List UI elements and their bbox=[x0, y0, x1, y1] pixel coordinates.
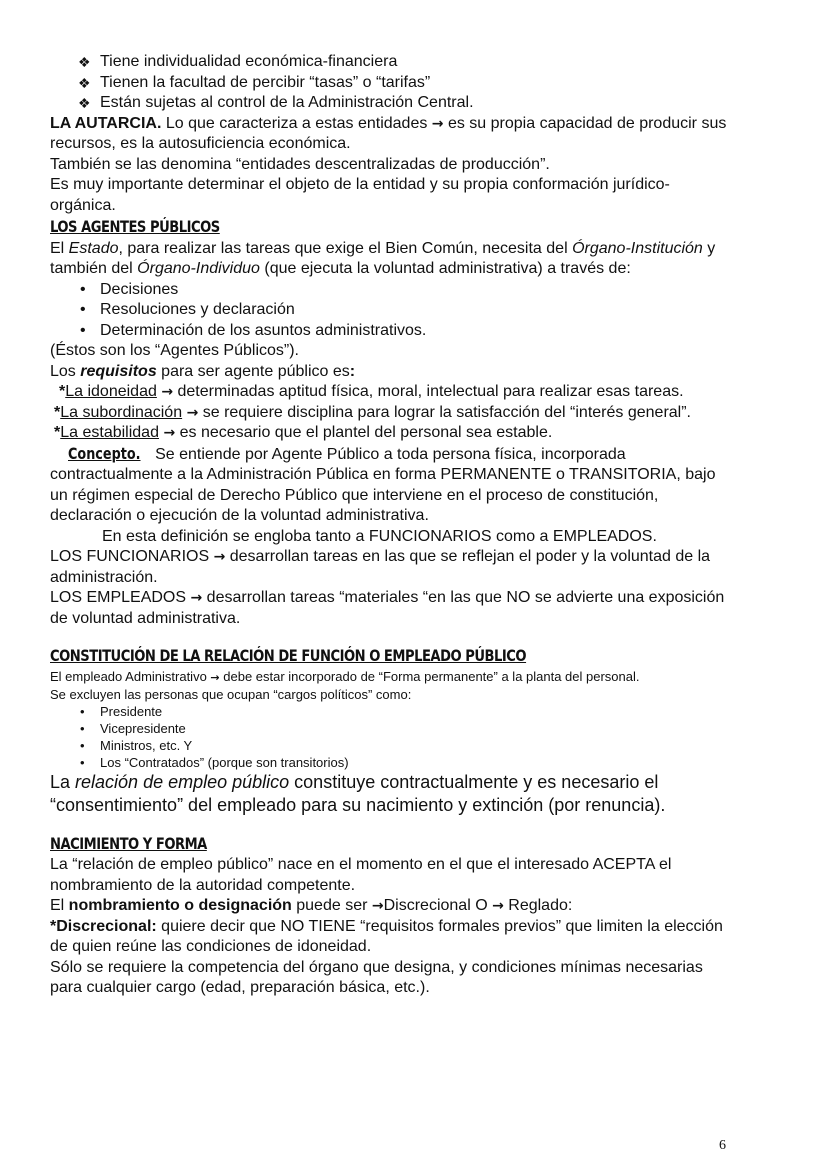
requirement-item bbox=[50, 403, 730, 424]
text: El empleado Administrativo bbox=[50, 668, 211, 684]
text: Los bbox=[50, 362, 81, 380]
paragraph: También se las denomina “entidades descentralizadas de producción”. bbox=[50, 155, 550, 173]
paragraph: En esta definición se engloba tanto a FUNCIONARIOS como a EMPLEADOS. bbox=[102, 527, 657, 545]
bullet-list bbox=[50, 703, 730, 771]
paragraph: Se excluyen las personas que ocupan “cargos políticos” como: bbox=[50, 686, 412, 702]
text: La estabilidad bbox=[60, 424, 159, 441]
text: La bbox=[50, 771, 76, 792]
text: y también del bbox=[50, 239, 716, 277]
heading-text: NACIMIENTO Y FORMA bbox=[50, 833, 207, 853]
text: LOS FUNCIONARIOS bbox=[50, 548, 214, 565]
section-heading-agentes bbox=[50, 216, 730, 239]
intro-bullet-list bbox=[50, 52, 730, 114]
paragraph bbox=[50, 917, 730, 958]
list-item: • Decisiones bbox=[78, 280, 730, 301]
text: *Discrecional: bbox=[50, 917, 157, 935]
concept-paragraph bbox=[50, 444, 730, 527]
paragraph bbox=[50, 547, 730, 588]
paragraph: (Éstos son los “Agentes Públicos”). bbox=[50, 342, 299, 359]
text: Órgano-Institución bbox=[572, 239, 703, 257]
text: Se entiende por Agente Público a toda persona física, incorporada contractualmente a la Administración Pública en forma PERMANENTE o TRANSITORIA, bajo un régimen especial de Derecho Público que interviene en el proceso de constitución, declaración o ejecución de la voluntad administrativa. bbox=[50, 445, 716, 524]
document-page bbox=[50, 52, 730, 999]
text: relación de empleo público bbox=[75, 771, 290, 792]
page-number: 6 bbox=[719, 1138, 726, 1153]
text: desarrollan tareas “materiales “en las que NO se advierte una exposición de voluntad administrativa. bbox=[50, 589, 725, 627]
arrow-icon: → bbox=[213, 549, 226, 565]
text: Reglado: bbox=[503, 897, 573, 914]
text: (que ejecuta la voluntad administrativa) a través de: bbox=[259, 260, 631, 277]
list-item: ❖ Tiene individualidad económica-financiera bbox=[78, 52, 730, 73]
text: Discrecional O bbox=[383, 897, 493, 914]
text: LOS EMPLEADOS bbox=[50, 589, 191, 606]
arrow-icon: → bbox=[210, 670, 220, 684]
paragraph bbox=[50, 668, 730, 686]
text: debe estar incorporado de “Forma permanente” a la planta del personal. bbox=[219, 668, 640, 684]
text: Estado bbox=[68, 239, 119, 257]
paragraph bbox=[50, 896, 730, 917]
requirement-item bbox=[50, 382, 730, 403]
paragraph: Es muy importante determinar el objeto de la entidad y su propia conformación jurídico-orgánica. bbox=[50, 176, 670, 214]
requirement-item bbox=[50, 423, 730, 444]
heading-text: CONSTITUCIÓN DE LA RELACIÓN DE FUNCIÓN O EMPLEADO PÚBLICO bbox=[50, 646, 527, 665]
text: determinadas aptitud física, moral, intelectual para realizar esas tareas. bbox=[173, 383, 684, 400]
paragraph bbox=[50, 771, 730, 817]
list-item: • Determinación de los asuntos administrativos. bbox=[78, 321, 730, 342]
spacer bbox=[50, 629, 730, 645]
arrow-icon: → bbox=[190, 590, 203, 606]
paragraph bbox=[50, 239, 730, 280]
paragraph bbox=[50, 588, 730, 629]
text: : bbox=[349, 362, 356, 380]
concept-label: Concepto. bbox=[68, 443, 141, 463]
list-item: • Vicepresidente bbox=[78, 720, 730, 737]
text: El bbox=[50, 239, 69, 257]
text: quiere decir que NO TIENE “requisitos formales previos” que limiten la elección de quien reúne las condiciones de idoneidad. bbox=[50, 917, 723, 955]
text: nombramiento o designación bbox=[68, 897, 292, 914]
text: La idoneidad bbox=[65, 383, 157, 400]
list-item: • Presidente bbox=[78, 703, 730, 720]
text: * bbox=[59, 383, 66, 400]
text: Órgano-Individuo bbox=[137, 260, 260, 277]
list-item: • Los “Contratados” (porque son transitorios) bbox=[78, 754, 730, 771]
constitucion-block bbox=[50, 668, 730, 771]
arrow-icon: → bbox=[431, 115, 444, 132]
spacer bbox=[50, 817, 730, 833]
list-item: • Resoluciones y declaración bbox=[78, 300, 730, 321]
text: * bbox=[54, 424, 61, 441]
text: se requiere disciplina para lograr la satisfacción del “interés general”. bbox=[198, 403, 691, 421]
autarcia-label: LA AUTARCIA. bbox=[50, 114, 162, 132]
text: es necesario que el plantel del personal sea estable. bbox=[175, 424, 553, 441]
text: es su propia capacidad de producir sus recursos, es la autosuficiencia económica. bbox=[50, 114, 727, 152]
text: Lo que caracteriza a estas entidades bbox=[161, 114, 432, 132]
arrow-icon: → bbox=[163, 425, 176, 441]
paragraph bbox=[50, 362, 730, 383]
text: para ser agente público es bbox=[156, 362, 350, 380]
text: desarrollan tareas en las que se reflejan el poder y la voluntad de la administración. bbox=[50, 548, 711, 586]
text: requisitos bbox=[80, 362, 157, 380]
text: constituye contractualmente y es necesario el “consentimiento” del empleado para su nacimiento y extinción (por renuncia). bbox=[50, 771, 666, 815]
section-heading-constitucion bbox=[50, 645, 730, 668]
paragraph: La “relación de empleo público” nace en el momento en el que el interesado ACEPTA el nombramiento de la autoridad competente. bbox=[50, 856, 672, 894]
heading-text: LOS AGENTES PÚBLICOS bbox=[50, 217, 220, 236]
arrow-icon: → bbox=[371, 898, 384, 914]
text: puede ser bbox=[291, 897, 372, 914]
text: * bbox=[54, 403, 61, 421]
list-item: • Ministros, etc. Y bbox=[78, 737, 730, 754]
list-item: ❖ Están sujetas al control de la Administración Central. bbox=[78, 93, 730, 114]
section-heading-nacimiento bbox=[50, 833, 730, 856]
text: , para realizar las tareas que exige el Bien Común, necesita del bbox=[118, 239, 573, 257]
text: El bbox=[50, 897, 69, 914]
autarcia-paragraph bbox=[50, 114, 730, 155]
list-item: ❖ Tienen la facultad de percibir “tasas” o “tarifas” bbox=[78, 73, 730, 94]
arrow-icon: → bbox=[161, 384, 174, 400]
bullet-list bbox=[50, 280, 730, 342]
paragraph: Sólo se requiere la competencia del órgano que designa, y condiciones mínimas necesarias para cualquier cargo (edad, preparación básica, etc.). bbox=[50, 958, 703, 996]
arrow-icon: → bbox=[186, 404, 199, 421]
arrow-icon: → bbox=[492, 898, 504, 914]
text: La subordinación bbox=[60, 403, 183, 421]
